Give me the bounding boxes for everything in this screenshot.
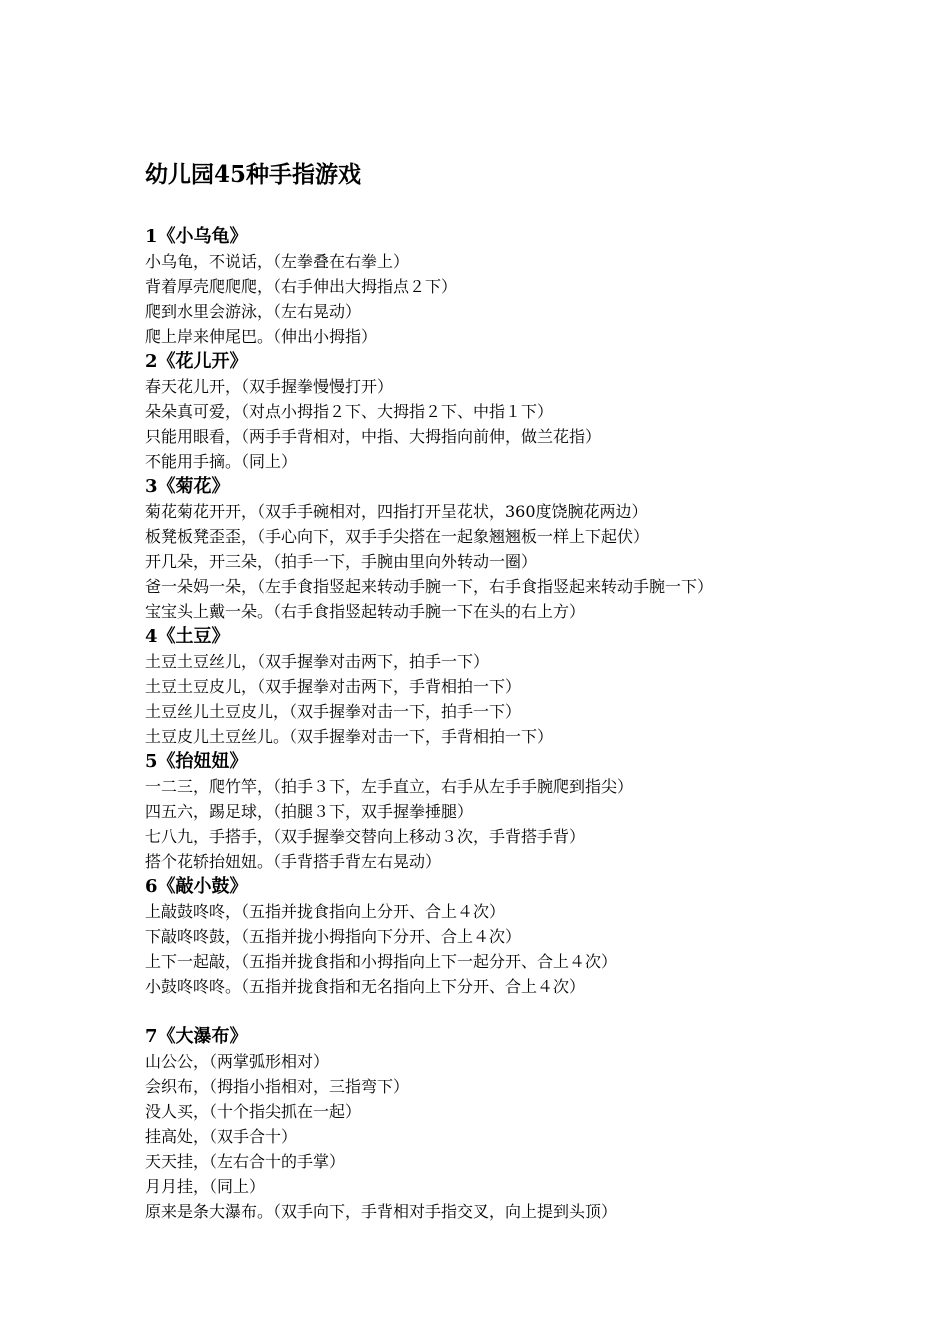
game-section <box>145 474 925 624</box>
verse-line: 春天花儿开，（双手握拳慢慢打开） <box>145 377 394 396</box>
verse-line: 挂高处，（双手合十） <box>145 1127 298 1146</box>
section-heading: 3《菊花》 <box>145 476 230 497</box>
section-heading: 7《大瀑布》 <box>145 1026 248 1047</box>
verse-line: 一二三，爬竹竿，（拍手３下，左手直立，右手从左手手腕爬到指尖） <box>145 777 634 796</box>
verse-line: 上敲鼓咚咚，（五指并拢食指向上分开、合上４次） <box>145 902 506 921</box>
verse-line: 土豆土豆丝儿，（双手握拳对击两下，拍手一下） <box>145 652 490 671</box>
verse-line: 只能用眼看，（两手手背相对，中指、大拇指向前伸，做兰花指） <box>145 427 602 446</box>
verse-line: 土豆丝儿土豆皮儿，（双手握拳对击一下，拍手一下） <box>145 702 522 721</box>
verse-line: 宝宝头上戴一朵。（右手食指竖起转动手腕一下在头的右上方） <box>145 602 586 621</box>
section-heading: 2《花儿开》 <box>145 351 248 372</box>
verse-line: 山公公，（两掌弧形相对） <box>145 1052 330 1071</box>
verse-line: 板凳板凳歪歪，（手心向下，双手手尖搭在一起象翘翘板一样上下起伏） <box>145 527 650 546</box>
document-body <box>145 224 925 1224</box>
game-section <box>145 624 925 749</box>
verse-line: 小乌龟，不说话，（左拳叠在右拳上） <box>145 252 410 271</box>
verse-line: 搭个花轿抬妞妞。（手背搭手背左右晃动） <box>145 852 442 871</box>
verse-line: 开几朵，开三朵，（拍手一下，手腕由里向外转动一圈） <box>145 552 538 571</box>
verse-line: 上下一起敲，（五指并拢食指和小拇指向上下一起分开、合上４次） <box>145 952 618 971</box>
verse-line: 四五六，踢足球，（拍腿３下，双手握拳捶腿） <box>145 802 474 821</box>
verse-line: 原来是条大瀑布。（双手向下，手背相对手指交叉，向上提到头顶） <box>145 1202 618 1221</box>
game-section <box>145 1024 925 1224</box>
verse-line: 会织布，（拇指小指相对，三指弯下） <box>145 1077 410 1096</box>
verse-line: 朵朵真可爱，（对点小拇指２下、大拇指２下、中指１下） <box>145 402 554 421</box>
verse-line: 土豆土豆皮儿，（双手握拳对击两下，手背相拍一下） <box>145 677 522 696</box>
verse-line: 爸一朵妈一朵，（左手食指竖起来转动手腕一下，右手食指竖起来转动手腕一下） <box>145 577 714 596</box>
verse-line: 月月挂，（同上） <box>145 1177 266 1196</box>
verse-line: 菊花菊花开开，（双手手碗相对，四指打开呈花状，360度饶腕花两边） <box>145 502 648 521</box>
game-section <box>145 874 925 999</box>
section-heading: 6《敲小鼓》 <box>145 876 248 897</box>
section-heading: 1《小乌龟》 <box>145 226 248 247</box>
verse-line: 不能用手摘。（同上） <box>145 452 298 471</box>
verse-line: 小鼓咚咚咚。（五指并拢食指和无名指向上下分开、合上４次） <box>145 977 586 996</box>
verse-line: 爬到水里会游泳，（左右晃动） <box>145 302 362 321</box>
game-section <box>145 749 925 874</box>
section-heading: 5《抬妞妞》 <box>145 751 248 772</box>
verse-line: 背着厚壳爬爬爬，（右手伸出大拇指点２下） <box>145 277 458 296</box>
verse-line: 下敲咚咚鼓，（五指并拢小拇指向下分开、合上４次） <box>145 927 522 946</box>
document-title: 幼儿园45种手指游戏 <box>145 161 362 188</box>
verse-line: 没人买，（十个指尖抓在一起） <box>145 1102 362 1121</box>
game-section <box>145 224 925 349</box>
game-section <box>145 349 925 474</box>
verse-line: 爬上岸来伸尾巴。（伸出小拇指） <box>145 327 378 346</box>
verse-line: 土豆皮儿土豆丝儿。（双手握拳对击一下，手背相拍一下） <box>145 727 554 746</box>
verse-line: 七八九，手搭手，（双手握拳交替向上移动３次，手背搭手背） <box>145 827 586 846</box>
verse-line: 天天挂，（左右合十的手掌） <box>145 1152 346 1171</box>
section-heading: 4《土豆》 <box>145 626 230 647</box>
